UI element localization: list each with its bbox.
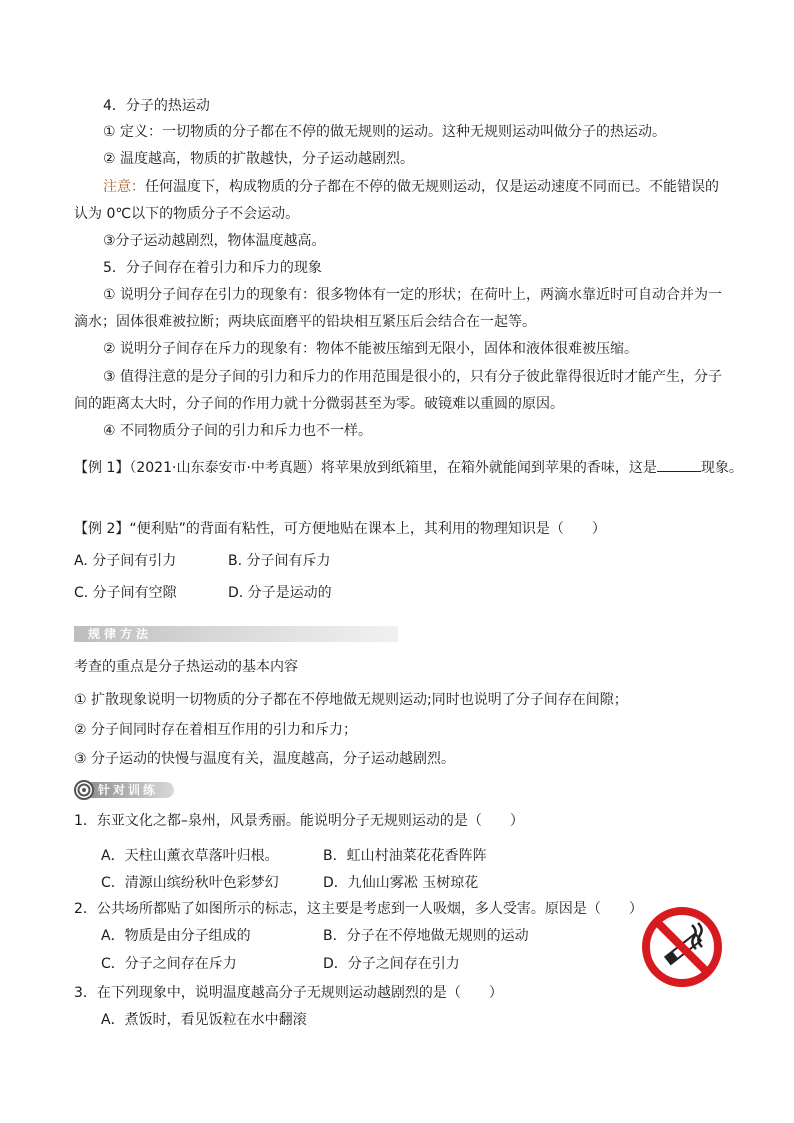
method-point-3: ③ 分子运动的快慢与温度有关，温度越高，分子运动越剧烈。	[74, 751, 455, 767]
range-text: ③ 值得注意的是分子间的引力和斥力的作用范围是很小的，只有分子彼此靠得很近时才能产生，分子	[103, 369, 722, 385]
example-1-text: 将苹果放到纸箱里，在箱外就能闻到苹果的香味，这是	[320, 460, 657, 476]
question-1-stem: 1．东亚文化之都–泉州，风景秀丽。能说明分子无规则运动的是（ ）	[74, 813, 524, 829]
range-text-cont: 间的距离太大时，分子间的作用力就十分微弱甚至为零。破镜难以重圆的原因。	[74, 396, 564, 412]
q2-option-b: B．分子在不停地做无规则的运动	[323, 928, 529, 944]
item3-text: ③分子运动越剧烈，物体温度越高。	[103, 233, 326, 249]
definition-text: ① 定义：一切物质的分子都在不停的做无规则的运动。这种无规则运动叫做分子的热运动。	[103, 124, 666, 140]
attraction-text-cont: 滴水；固体很难被拉断；两块底面磨平的铅块相互紧压后会结合在一起等。	[74, 314, 536, 330]
method-intro: 考查的重点是分子热运动的基本内容	[74, 659, 298, 675]
q1-option-b: B．虹山村油菜花花香阵阵	[323, 848, 487, 864]
example-2-label: 【例 2】	[74, 521, 130, 537]
note-line	[103, 177, 719, 197]
method-banner	[74, 626, 398, 642]
question-2-stem: 2．公共场所都贴了如图所示的标志，这主要是考虑到一人吸烟，多人受害。原因是（ ）	[74, 901, 643, 917]
q1-option-c: C．清源山缤纷秋叶色彩梦幻	[101, 875, 279, 891]
note-label: 注意：	[103, 179, 145, 195]
training-banner-label: 针对训练	[98, 783, 159, 797]
no-smoking-sign-icon	[640, 905, 724, 989]
method-banner-label: 规律方法	[88, 627, 153, 641]
different-matter-text: ④ 不同物质分子间的引力和斥力也不一样。	[103, 423, 372, 439]
method-point-2: ② 分子间同时存在着相互作用的引力和斥力；	[74, 722, 357, 738]
question-3-stem: 3．在下列现象中，说明温度越高分子无规则运动越剧烈的是（ ）	[74, 985, 503, 1001]
option-a: A. 分子间有引力	[74, 553, 177, 569]
q2-option-d: D．分子之间存在引力	[323, 956, 460, 972]
note-text: 任何温度下，构成物质的分子都在不停的做无规则运动，仅是运动速度不同而已。不能错误的	[145, 179, 719, 195]
target-icon	[74, 780, 96, 800]
training-banner	[74, 780, 174, 800]
section-4-title: 4．分子的热运动	[103, 98, 210, 114]
example-2-text: “便利贴”的背面有粘性，可方便地贴在课本上，其利用的物理知识是（ ）	[129, 521, 606, 537]
note-text-cont: 认为 0℃以下的物质分子不会运动。	[74, 206, 300, 222]
section-5-title: 5．分子间存在着引力和斥力的现象	[103, 260, 322, 276]
attraction-text: ① 说明分子间存在引力的现象有：很多物体有一定的形状；在荷叶上，两滴水靠近时可自动合并为一	[103, 287, 722, 303]
q1-option-a: A．天柱山薰衣草落叶归根。	[101, 848, 279, 864]
option-c: C. 分子间有空隙	[74, 585, 177, 601]
q3-option-a: A．煮饭时，看见饭粒在水中翻滚	[101, 1012, 307, 1028]
q1-option-d: D．九仙山雾凇 玉树琼花	[323, 875, 479, 891]
answer-blank[interactable]	[657, 457, 701, 472]
q2-option-a: A．物质是由分子组成的	[101, 928, 251, 944]
example-1-source: （2021·山东泰安市·中考真题）	[129, 460, 321, 476]
example-2-stem	[74, 519, 606, 539]
example-1-label: 【例 1】	[74, 460, 130, 476]
example-1-after: 现象。	[700, 460, 743, 476]
q2-option-c: C．分子之间存在斥力	[101, 956, 237, 972]
option-b: B. 分子间有斥力	[228, 553, 331, 569]
example-1	[74, 457, 743, 478]
method-point-1: ① 扩散现象说明一切物质的分子都在不停地做无规则运动;同时也说明了分子间存在间隙；	[74, 692, 628, 708]
repulsion-text: ② 说明分子间存在斥力的现象有：物体不能被压缩到无限小，固体和液体很难被压缩。	[103, 341, 638, 357]
temperature-text: ② 温度越高，物质的扩散越快，分子运动越剧烈。	[103, 151, 414, 167]
option-d: D. 分子是运动的	[228, 585, 332, 601]
